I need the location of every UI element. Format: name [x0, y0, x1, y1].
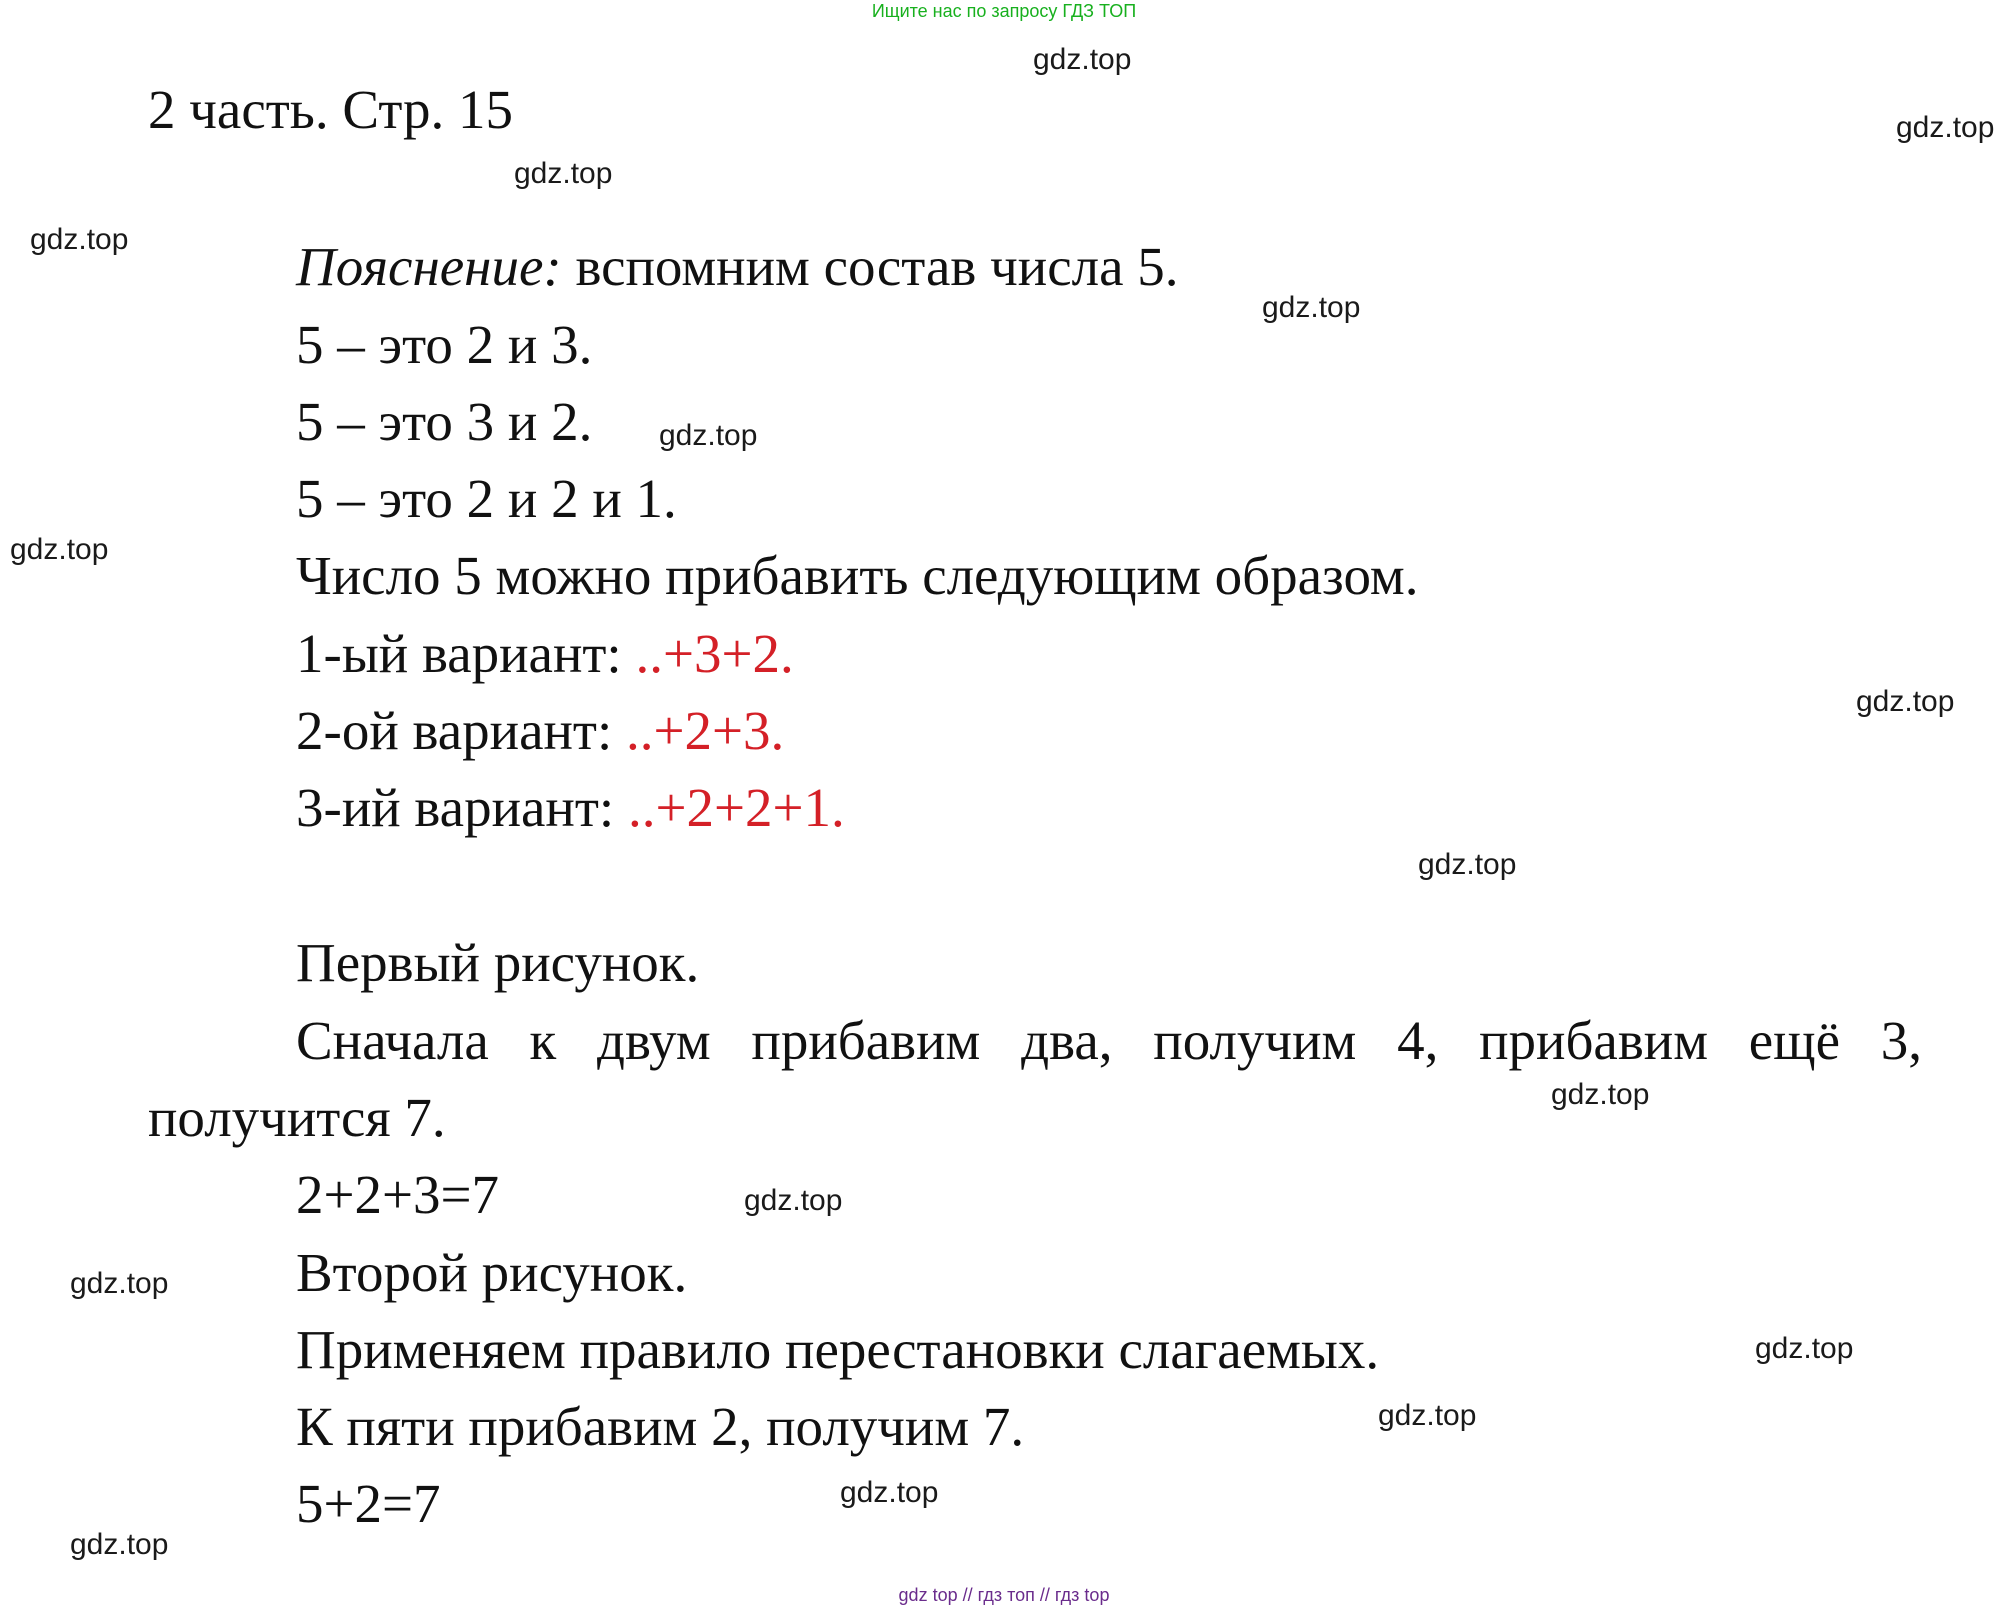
variant-3-label: 3-ий вариант:: [296, 777, 628, 838]
first-picture-heading: Первый рисунок.: [296, 932, 700, 993]
top-banner[interactable]: Ищите нас по запросу ГДЗ ТОП: [871, 1, 1137, 21]
composition-line-1: 5 – это 2 и 3.: [296, 314, 593, 375]
watermark: gdz.top: [1755, 1332, 1854, 1365]
composition-line-3: 5 – это 2 и 2 и 1.: [296, 468, 677, 529]
watermark: gdz.top: [744, 1184, 843, 1217]
watermark: gdz.top: [70, 1267, 169, 1300]
watermark: gdz.top: [1033, 43, 1132, 76]
variant-2-label: 2-ой вариант:: [296, 700, 626, 761]
watermark: gdz.top: [10, 533, 109, 566]
variant-1-label: 1-ый вариант:: [296, 623, 636, 684]
watermark: gdz.top: [30, 223, 129, 256]
explanation-label: Пояснение:: [296, 236, 562, 297]
second-picture-text: К пяти прибавим 2, получим 7.: [296, 1396, 1025, 1457]
page-title: 2 часть. Стр. 15: [148, 79, 514, 140]
variant-3: [296, 776, 845, 840]
watermark: gdz.top: [514, 157, 613, 190]
variant-1-value: ..+3+2.: [635, 623, 794, 684]
watermark: gdz.top: [840, 1476, 939, 1509]
first-picture-text: [148, 1009, 1922, 1073]
variant-1: [296, 622, 794, 686]
first-picture-text-line-1: Сначала к двум прибавим два, получим 4, прибавим ещё 3,: [296, 1010, 1922, 1071]
first-equation: 2+2+3=7: [296, 1164, 500, 1225]
explanation-line: [296, 235, 1179, 299]
watermark: gdz.top: [659, 419, 758, 452]
variant-2-value: ..+2+3.: [626, 700, 785, 761]
watermark: gdz.top: [1551, 1078, 1650, 1111]
bottom-links[interactable]: gdz top // гдз топ // гдз top: [898, 1585, 1110, 1605]
first-picture-text-line-2: получится 7.: [148, 1087, 446, 1148]
variant-3-value: ..+2+2+1.: [627, 777, 845, 838]
variant-2: [296, 699, 784, 763]
addition-intro: Число 5 можно прибавить следующим образом.: [296, 545, 1419, 606]
watermark: gdz.top: [70, 1528, 169, 1561]
second-rule-text: Применяем правило перестановки слагаемых.: [296, 1319, 1380, 1380]
explanation-text: вспомним состав числа 5.: [561, 236, 1179, 297]
watermark: gdz.top: [1856, 685, 1955, 718]
watermark: gdz.top: [1418, 848, 1517, 881]
composition-line-2: 5 – это 3 и 2.: [296, 391, 593, 452]
watermark: gdz.top: [1378, 1399, 1477, 1432]
second-picture-heading: Второй рисунок.: [296, 1242, 688, 1303]
second-equation: 5+2=7: [296, 1473, 441, 1534]
watermark: gdz.top: [1896, 111, 1995, 144]
watermark: gdz.top: [1262, 291, 1361, 324]
